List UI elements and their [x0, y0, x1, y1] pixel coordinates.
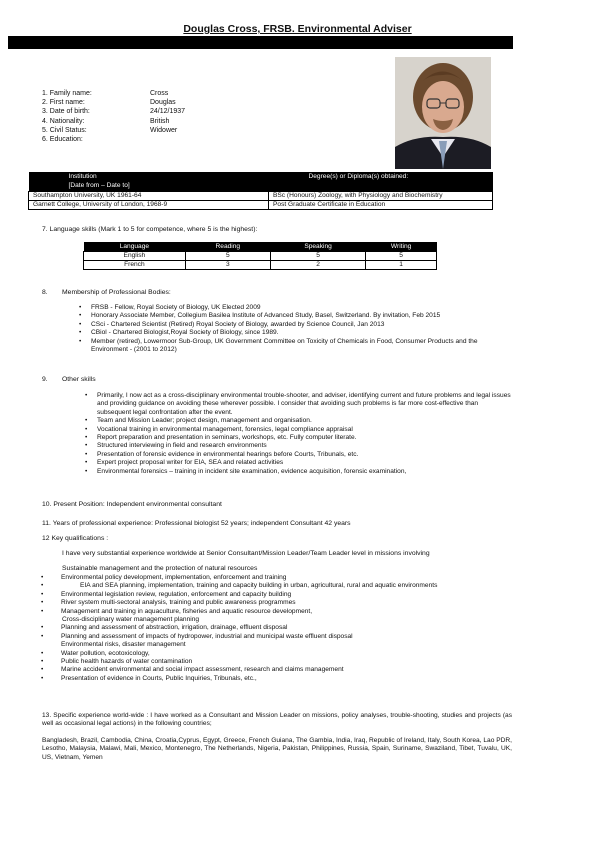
- personal-row: [42, 89, 185, 98]
- list-item: • FRSB - Fellow, Royal Society of Biology, UK Elected 2009: [91, 304, 511, 312]
- bullet-icon: •: [41, 632, 44, 640]
- languages-header-row: [84, 242, 437, 252]
- personal-value: 24/12/1937: [150, 108, 186, 116]
- education-institution: Southampton University, UK 1961-64: [29, 192, 269, 201]
- languages-header-cell: Speaking: [270, 242, 365, 252]
- list-item: Cross-disciplinary water management planning: [62, 616, 200, 624]
- languages-cell: French: [84, 261, 186, 270]
- list-item-text: Water pollution, ecotoxicology,: [61, 649, 150, 657]
- languages-header-cell: Reading: [185, 242, 270, 252]
- table-row: [29, 201, 493, 210]
- key-qualifications-lead: Sustainable management and the protection of natural resources: [62, 565, 258, 572]
- bullet-icon: •: [41, 666, 44, 674]
- personal-value: Cross: [150, 90, 169, 97]
- list-item: • Team and Mission Leader; project design, management and organisation.: [97, 417, 512, 425]
- list-item-text: Planning and assessment of abstraction, irrigation, drainage, effluent disposal: [61, 624, 288, 632]
- list-item-text: Marine accident environmental and social impact assessment, research and claims management: [61, 666, 344, 674]
- list-item: • Presentation of forensic evidence in environmental hearings before Courts, Tribunals, etc.: [97, 451, 512, 459]
- languages-cell: 1: [366, 261, 437, 270]
- key-qualifications-intro: I have very substantial experience worldwide at Senior Consultant/Mission Leader/Team Leader level in missions involving: [62, 550, 430, 557]
- bullet-icon: •: [41, 658, 44, 666]
- personal-label: 2. First name:: [42, 99, 85, 107]
- languages-cell: 5: [270, 252, 365, 261]
- list-item: [28, 650, 512, 658]
- languages-heading: 7. Language skills (Mark 1 to 5 for competence, where 5 is the highest):: [42, 226, 258, 233]
- education-header-institution: [29, 172, 269, 192]
- countries-list: Bangladesh, Brazil, Cambodia, China, Croatia,Cyprus, Egypt, Greece, French Guiana, The Gambia, India, Iraq, Republic of Ireland, Italy, South Korea, Lao PDR, Lesotho, Malaysia, Malawi, Mali, Mexico, Montenegro, The Netherlands, Nigeria, Pakistan, Philippines, Russia, Spain, Suriname, Swaziland, Tibet, Tuvalu, UK, US, Vietnam, Yemen: [42, 737, 512, 761]
- education-table: [28, 172, 493, 210]
- education-header-degree: Degree(s) or Diploma(s) obtained:: [269, 172, 493, 192]
- list-item: [28, 666, 512, 674]
- table-row: [29, 192, 493, 201]
- list-item: [28, 591, 512, 599]
- years-experience: 11. Years of professional experience: Professional biologist 52 years; independent Consultant 42 years: [42, 520, 351, 527]
- education-institution: Garnett College, University of London, 1968-9: [29, 201, 269, 210]
- list-item-text: Management and training in aquaculture, fisheries and aquatic resource development,: [61, 607, 313, 615]
- bullet-icon: •: [41, 674, 44, 682]
- header-bar: [8, 36, 513, 49]
- personal-row: [42, 107, 185, 116]
- table-row: [84, 261, 437, 270]
- personal-label: 6. Education:: [42, 136, 83, 144]
- membership-list: [91, 304, 511, 354]
- list-item: • CBiol - Chartered Biologist,Royal Society of Biology, since 1989.: [91, 329, 511, 337]
- bullet-icon: •: [41, 590, 44, 598]
- list-item-text: Public health hazards of water contamination: [61, 658, 193, 666]
- languages-cell: 5: [185, 252, 270, 261]
- portrait-photo: [395, 57, 491, 169]
- education-header-institution-line2: [Date from – Date to]: [68, 181, 130, 189]
- page-title: Douglas Cross, FRSB. Environmental Adviser: [183, 23, 412, 35]
- list-item-text: Environmental policy development, implementation, enforcement and training: [61, 574, 287, 581]
- list-item-text: Planning and assessment of impacts of hydropower, industrial and municipal waste effluent disposal: [61, 632, 353, 640]
- other-skills-number: 9.: [42, 376, 48, 383]
- list-item: [28, 599, 512, 607]
- personal-row: [42, 117, 185, 126]
- specific-experience-heading: 13. Specific experience world-wide : I have worked as a Consultant and Mission Leader on missions, policy analyses, trouble-shooting, studies and projects (as well as occasional legal actions) in the following countries;: [42, 712, 512, 728]
- bullet-icon: •: [41, 582, 44, 590]
- membership-number: 8.: [42, 289, 48, 296]
- list-item: [28, 624, 512, 632]
- languages-table: [83, 242, 437, 270]
- personal-row: [42, 135, 185, 144]
- languages-header-cell: Writing: [366, 242, 437, 252]
- present-position: 10. Present Position: Independent environmental consultant: [42, 501, 222, 508]
- list-item: • CSci - Chartered Scientist (Retired) Royal Society of Biology, awarded by Science Council, Jan 2013: [91, 321, 511, 329]
- education-header-row: [29, 172, 493, 192]
- personal-label: 4. Nationality:: [42, 117, 85, 125]
- membership-heading: Membership of Professional Bodies:: [62, 289, 171, 296]
- bullet-icon: •: [41, 599, 44, 607]
- list-item: [28, 658, 512, 666]
- key-qualifications-list: [28, 574, 512, 683]
- other-skills-heading: Other skills: [62, 376, 96, 383]
- personal-label: 3. Date of birth:: [42, 108, 90, 116]
- bullet-icon: •: [41, 624, 44, 632]
- personal-row: [42, 98, 185, 107]
- languages-cell: 3: [185, 261, 270, 270]
- list-item: • Report preparation and presentation in seminars, workshops, etc. Fully computer literate.: [97, 434, 512, 442]
- list-item-text: Presentation of evidence in Courts, Public Inquiries, Tribunals, etc.,: [61, 674, 257, 682]
- bullet-icon: •: [41, 607, 44, 615]
- list-item: • Member (retired), Lowermoor Sub-Group, UK Government Committee on Toxicity of Chemicals in Food, Consumer Products and the Environment - (2001 to 2012): [91, 338, 511, 355]
- languages-cell: 2: [270, 261, 365, 270]
- personal-value: British: [150, 117, 170, 125]
- bullet-icon: •: [41, 649, 44, 657]
- personal-details: [42, 89, 185, 144]
- personal-row: [42, 126, 185, 135]
- list-item: Environmental risks, disaster management: [61, 641, 186, 649]
- list-item-text: EIA and SEA planning, implementation, training and capacity building in urban, agricultural, rural and aquatic environments: [80, 582, 438, 590]
- list-item: • Honorary Associate Member, Collegium Basilea Institute of Advanced Study, Basel, Switzerland. By invitation, Feb 2015: [91, 312, 511, 320]
- list-item: • Primarily, I now act as a cross-disciplinary environmental trouble-shooter, and adviser, identifying current and future problems and legal issues and providing guidance on avoiding these wherever possible. I consider that avoiding such problems is far more cost-effective than subsequent legal confrontation after the event.: [97, 392, 512, 417]
- key-qualifications-heading: 12 Key qualifications :: [42, 535, 109, 542]
- list-item: [28, 582, 512, 590]
- languages-header-cell: Language: [84, 242, 186, 252]
- list-item: • Structured interviewing in field and research environments: [97, 442, 512, 450]
- languages-cell: English: [84, 252, 186, 261]
- bullet-icon: •: [41, 574, 44, 581]
- education-degree: Post Graduate Certificate in Education: [269, 201, 493, 210]
- personal-label: 1. Family name:: [42, 90, 92, 97]
- list-item: • Vocational training in environmental management, forensics, legal compliance appraisal: [97, 426, 512, 434]
- table-row: [84, 252, 437, 261]
- personal-label: 5. Civil Status:: [42, 126, 87, 134]
- languages-cell: 5: [366, 252, 437, 261]
- list-item: • Expert project proposal writer for EIA, SEA and related activities: [97, 459, 512, 467]
- education-degree: BSc (Honours) Zoology, with Physiology and Biochemistry: [269, 192, 493, 201]
- list-item-text: River system multi-sectoral analysis, training and public awareness programmes: [61, 599, 296, 607]
- list-item-text: Environmental legislation review, regulation, enforcement and capacity building: [61, 590, 292, 598]
- list-item: [28, 574, 512, 582]
- list-item: • Environmental forensics – training in incident site examination, evidence acquisition, forensic examination,: [97, 468, 512, 476]
- personal-value: Widower: [150, 126, 178, 134]
- list-item: [28, 675, 512, 683]
- other-skills-list: [97, 392, 512, 476]
- education-header-institution-line1: Institution: [68, 173, 97, 180]
- list-item: [28, 633, 512, 641]
- list-item: [28, 608, 512, 616]
- personal-value: Douglas: [150, 99, 176, 107]
